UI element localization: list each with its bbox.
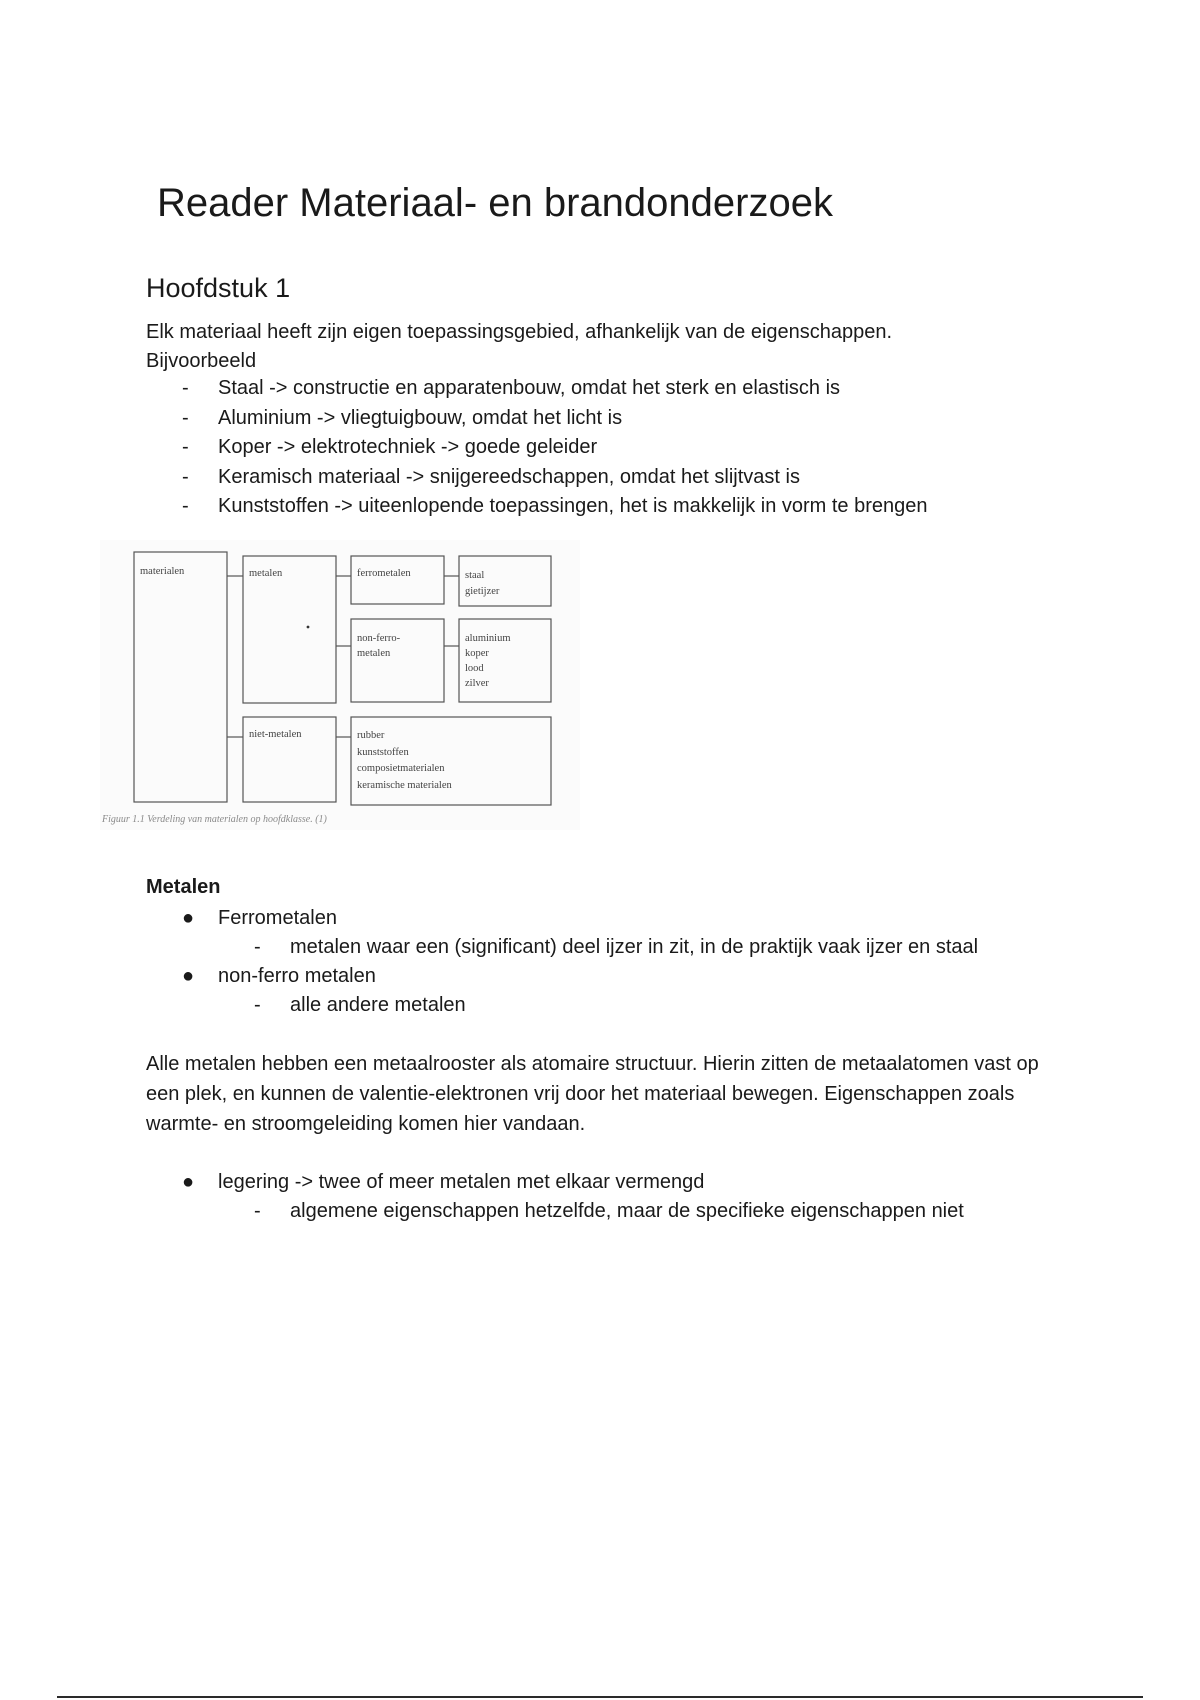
list-item xyxy=(146,404,928,434)
list-item-text: Kunststoffen -> uiteenlopende toepassingen, het is makkelijk in vorm te brengen xyxy=(218,495,928,517)
dash-marker: - xyxy=(254,1200,261,1222)
metal-structure-paragraph: Alle metalen hebben een metaalrooster als atomaire structuur. Hierin zitten de metaalatomen vast op een plek, en kunnen de valentie-elektronen vrij door het materiaal bewegen. Eigenschappen zoals warmte- en stroomgeleiding komen hier vandaan. xyxy=(146,1053,1039,1135)
dash-marker: - xyxy=(182,465,189,488)
dash-marker: - xyxy=(254,936,261,958)
intro-text xyxy=(146,318,892,376)
list-item-text: Aluminium -> vliegtuigbouw, omdat het licht is xyxy=(218,406,623,429)
list-item xyxy=(146,433,928,463)
list-item xyxy=(146,962,978,1020)
list-item-text: non-ferro metalen xyxy=(218,965,376,987)
list-item xyxy=(146,463,928,493)
page-bottom-rule xyxy=(57,1696,1143,1698)
list-item-text: Ferrometalen xyxy=(218,907,337,929)
ferrometalen-label: ferrometalen xyxy=(357,568,411,579)
list-item xyxy=(146,374,928,404)
alloy-list xyxy=(146,1168,964,1226)
dash-marker: - xyxy=(254,994,261,1016)
non-ferro-label: non-ferro- xyxy=(357,633,401,644)
bullet-marker: ● xyxy=(182,907,195,929)
figure-caption: Figuur 1.1 Verdeling van materialen op hoofdklasse. (1) xyxy=(102,814,327,825)
sub-list-item xyxy=(218,933,978,962)
intro-line: Bijvoorbeeld xyxy=(146,350,257,372)
non-ferro-item: koper xyxy=(465,648,489,659)
list-item-text: Keramisch materiaal -> snijgereedschappen, omdat het slijtvast is xyxy=(218,465,800,488)
list-item-text: Staal -> constructie en apparatenbouw, omdat het sterk en elastisch is xyxy=(218,377,841,399)
ferro-item: gietijzer xyxy=(465,586,500,597)
list-item xyxy=(146,1168,964,1226)
sub-list xyxy=(218,933,978,962)
examples-list xyxy=(146,374,928,522)
sub-list-item xyxy=(218,1197,964,1226)
ferro-item: staal xyxy=(465,570,485,581)
niet-metalen-item: kunststoffen xyxy=(357,747,409,758)
non-ferro-item: aluminium xyxy=(465,633,511,644)
dash-marker: - xyxy=(182,406,189,429)
page-title: Reader Materiaal- en brandonderzoek xyxy=(157,181,833,225)
dash-marker: - xyxy=(182,495,189,517)
metalen-label: metalen xyxy=(249,568,283,579)
intro-line: Elk materiaal heeft zijn eigen toepassingsgebied, afhankelijk van de eigenschappen. xyxy=(146,321,893,343)
niet-metalen-label: niet-metalen xyxy=(249,729,302,740)
chapter-heading: Hoofdstuk 1 xyxy=(146,273,291,303)
sub-list-item-text: alle andere metalen xyxy=(290,994,466,1016)
dash-marker: - xyxy=(182,377,189,399)
non-ferro-item: zilver xyxy=(465,678,489,689)
list-item xyxy=(146,492,928,522)
sub-list-item-text: metalen waar een (significant) deel ijzer in zit, in de praktijk vaak ijzer en staal xyxy=(290,936,979,958)
sub-list-item-text: algemene eigenschappen hetzelfde, maar de specifieke eigenschappen niet xyxy=(290,1200,964,1222)
niet-metalen-item: rubber xyxy=(357,730,385,741)
list-item-text: legering -> twee of meer metalen met elkaar vermengd xyxy=(218,1171,705,1193)
materialen-label: materialen xyxy=(140,566,185,577)
sub-list xyxy=(218,991,978,1020)
non-ferro-label: metalen xyxy=(357,648,391,659)
niet-metalen-item: keramische materialen xyxy=(357,780,452,791)
sub-list xyxy=(218,1197,964,1226)
dash-marker: - xyxy=(182,436,189,458)
list-item-text: Koper -> elektrotechniek -> goede geleider xyxy=(218,436,598,458)
niet-metalen-item: composietmaterialen xyxy=(357,763,445,774)
list-item xyxy=(146,904,978,962)
sub-list-item xyxy=(218,991,978,1020)
bullet-marker: ● xyxy=(182,1171,195,1193)
metals-list xyxy=(146,904,978,1020)
materials-classification-diagram xyxy=(100,540,580,830)
non-ferro-item: lood xyxy=(465,663,484,674)
section-heading-metalen: Metalen xyxy=(146,876,221,898)
bullet-marker: ● xyxy=(182,965,195,987)
